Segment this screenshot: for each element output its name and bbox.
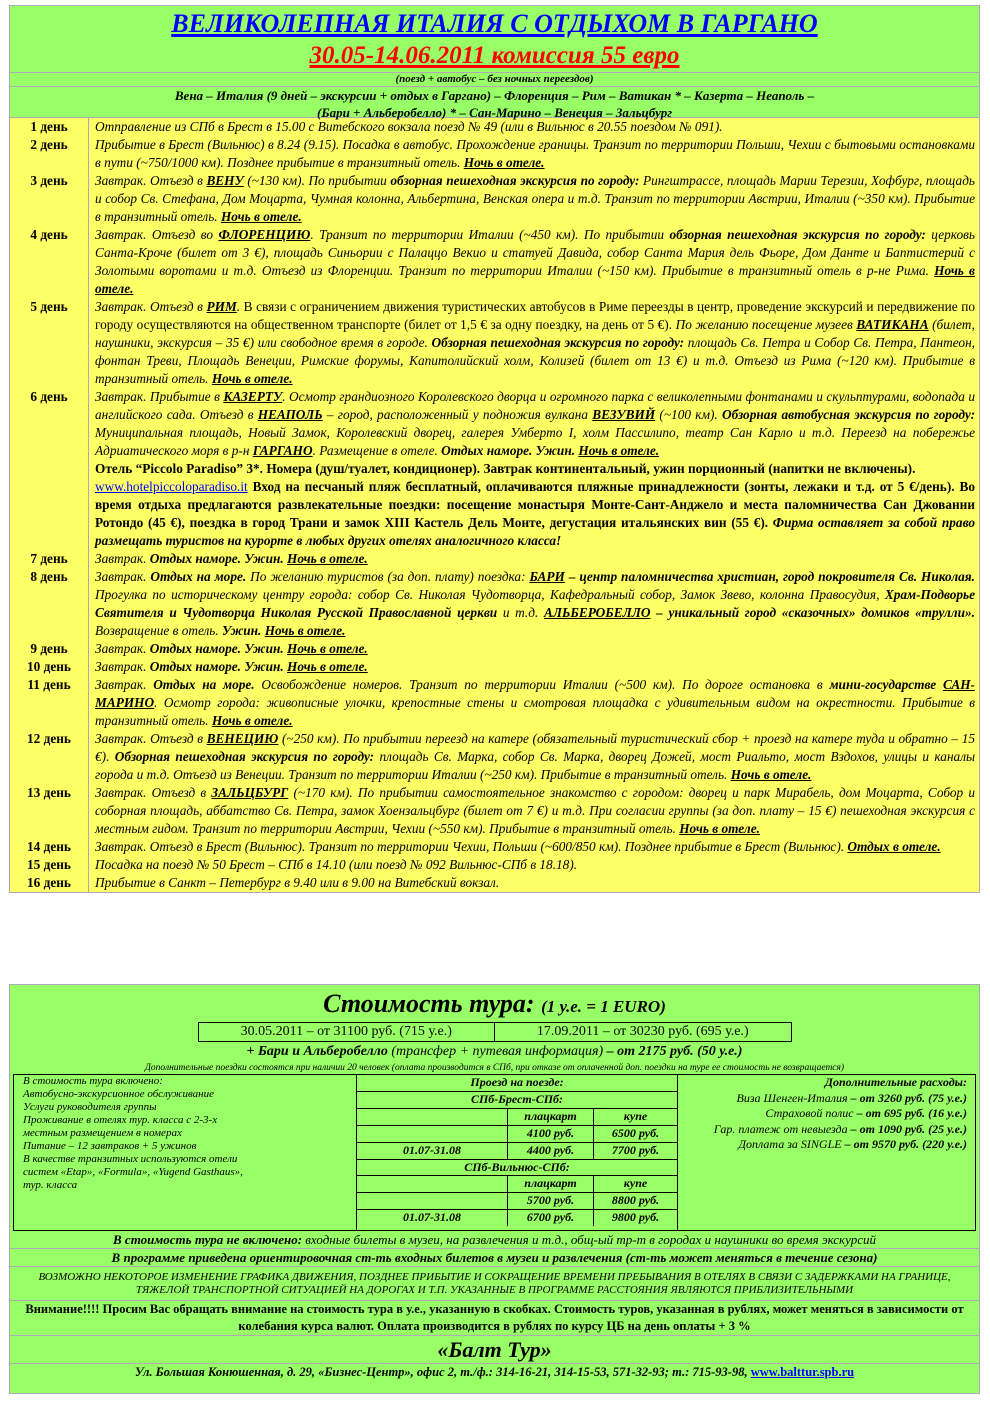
day-row (10, 298, 979, 388)
day-text: Завтрак. Отъезд в ЗАЛЬЦБУРГ (~170 км). По прибытии самостоятельное знакомство с городом: дворец и парк Мирабель, дом Моцарта, Собор и соборная площадь, аббатство Св. Петра, замок Хоензальцбург (билет от 7 €) и т.д. При согласии группы (за доп. плату – 15 €) пешеходная экскурсия с местным гидом. Транзит по территории Австрии, Чехии (~550 км). Прибытие в транзитный отель. Ночь в отеле. (95, 785, 975, 836)
train-fares (357, 1075, 678, 1230)
day-text: Завтрак. Отъезд в РИМ. В связи с ограничением движения туристических автобусов в Риме переезды в центр, проведение экскурсий и передвижение по городу осуществляются на общественном транспорте (билет от 1,5 € за одну поездку, на день от 5 €). По желанию посещение музеев ВАТИКАНА (билет, наушники, экскурсия – 35 €) или свободное время в городе. Обзорная пешеходная экскурсия по городу: площадь Св. Петра и Собор Св. Петра, Пантеон, фонтан Треви, Площадь Венеции, Римские форумы, Капитолийский холм, Колизей (билет от 13 €) и т.д. Отъезд из Рима (~120 км). Прибытие в транзитный отель. Ночь в отеле. (95, 299, 976, 386)
day-row (10, 172, 979, 226)
day-row (10, 550, 979, 568)
price-details-grid (13, 1074, 976, 1231)
price-dates-box (198, 1022, 792, 1042)
extra-trips-note: Дополнительные поездки состоятся при наличии 20 человек (оплата производится в СПб, при отказе от оплаченной доп. поездки на туре ее стоимость не возвращается) (144, 1063, 845, 1073)
day-row (10, 676, 979, 730)
day-row (10, 226, 979, 298)
day-text: Посадка на поезд № 50 Брест – СПб в 14.10 (или поезд № 092 Вильнюс-СПб в 18.18). (95, 857, 578, 872)
day-text: Завтрак. Отъезд в Брест (Вильнюс). Транзит по территории Чехии, Польши (~600/850 км). Позднее прибытие в Брест (Вильнюс). Отдых в отеле. (95, 839, 941, 854)
transport-note: (поезд + автобус – без ночных переездов) (10, 72, 979, 86)
included-list: В стоимость тура включено: Автобусно-экскурсионное обслуживание Услуги руководителя группы Проживание в отелях тур. класса с 2-3-х местным размещением в номерах Питание – 12 завтраков + 5 ужинов В качестве транзитных используются отели систем «Etap», «Formula», «Yugend Gasthaus», тур. класса (14, 1075, 357, 1230)
hotel-info: Отель “Piccolo Paradiso” 3*. Номера (душ/туалет, кондиционер). Завтрак континентальный, ужин порционный (напитки не включены). (95, 461, 916, 476)
hotel-website-link[interactable]: www.hotelpiccoloparadiso.it (95, 479, 248, 494)
day-label: 6 день (10, 388, 89, 550)
day-text: Завтрак. Прибытие в КАЗЕРТУ. Осмотр грандиозного Королевского дворца и огромного парка с великолепными фонтанами и скульптурами, водопада и английского сада. Отъезд в НЕАПОЛЬ – город, расположенный у подножия вулкана ВЕЗУВИЙ (~100 км). Обзорная автобусная экскурсия по городу: Муниципальная площадь, Новый Замок, Королевский дворец, галерея Умберто I, холм Пассилипо, театр Сан Карло и т.д. Переезд на побережье Адриатического моря в р-н ГАРГАНО. Размещение в отеле. Отдых наморе. Ужин. Ночь в отеле. Отель “Piccolo Paradiso” 3*. Номера (душ/туалет, кондиционер). Завтрак континентальный, ужин порционный (напитки не включены). www.hotelpiccoloparadiso.it Вход на песчаный пляж бесплатный, оплачиваются пляжные принадлежности (зонты, лежаки и т.д. от 5 €/день). Во время отдыха предлагаются развлекательные поездки: посещение монастыря Монте-Сант-Анджело и места паломничества Сан Джованни Ротондо (45 €), поездка в город Трани и замок XIII Кастель Дель Монте, дегустация итальянских вин (55 €). Фирма оставляет за собой право размещать туристов на курорте в любых других отелях аналогичного класса! (95, 389, 976, 548)
day-label: 2 день (10, 136, 89, 172)
day-label: 12 день (10, 730, 89, 784)
day-row (10, 874, 979, 892)
price-title: Стоимость тура: (1 у.е. = 1 EURO) (323, 989, 666, 1018)
day-text: Завтрак. Отдых на море. Освобождение номеров. Транзит по территории Италии (~500 км). По дороге остановка в мини-государстве САН-МАРИНО. Осмотр города: живописные улочки, крепостные стены и смотровая площадка с удивительным видом на окрестности. Прибытие в транзитный отель. Ночь в отеле. (95, 677, 975, 728)
day-row (10, 784, 979, 838)
day-row (10, 856, 979, 874)
day-row (10, 658, 979, 676)
company-name: «Балт Тур» (10, 1335, 979, 1363)
day-label: 15 день (10, 856, 89, 874)
day-label: 10 день (10, 658, 89, 676)
day-text: Завтрак. Отдых наморе. Ужин. Ночь в отеле. (95, 551, 368, 566)
day-label: 5 день (10, 298, 89, 388)
price-date-2: 17.09.2011 – от 30230 руб. (695 у.е.) (536, 1024, 749, 1039)
day-label: 4 день (10, 226, 89, 298)
day-label: 9 день (10, 640, 89, 658)
day-row (10, 838, 979, 856)
additional-expenses: Дополнительные расходы: Виза Шенген-Италия – от 3260 руб. (75 у.е.) Страховой полис – от 695 руб. (16 у.е.) Гар. платеж от невыезда – от 1090 руб. (25 у.е.) Доплата за SINGLE – от 9570 руб. (220 у.е.) (713, 1075, 967, 1151)
day-text: Отправление из СПб в Брест в 15.00 с Витебского вокзала поезд № 49 (или в Вильнюс в 20.55 поездом № 091). (95, 119, 723, 134)
itinerary (9, 118, 980, 893)
day-label: 11 день (10, 676, 89, 730)
route-line-1: Вена – Италия (9 дней – экскурсии + отдых в Гаргано) – Флоренция – Рим – Ватикан * – Казерта – Неаполь – (174, 88, 815, 103)
not-included: В стоимость тура не включено: входные билеты в музеи, на развлечения и т.д., общ-ый тр-т в городах и наушники во время экскурсий (113, 1232, 876, 1247)
day-label: 14 день (10, 838, 89, 856)
day-row (10, 118, 979, 136)
train-fare-table: Проезд на поезде: СПб-Брест-СПб: плацкарт купе 4100 руб. 6500 руб. 01.07-31.08 4400 руб. 7700 руб. СПб-Вильнюс-СПб: плацкарт купе 5700 руб. 8800 руб. 01.07-31.08 6700 руб. 9800 руб. (357, 1075, 677, 1226)
itinerary-table (10, 118, 979, 892)
day-row (10, 640, 979, 658)
price-date-1: 30.05.2011 – от 31100 руб. (715 у.е.) (199, 1023, 496, 1041)
attention-note: Внимание!!!! Просим Вас обращать внимание на стоимость тура в у.е., указанную в скобках. Стоимость туров, указанная в рублях, может меняться в зависимости от колебания курса валют. Оплата производится в рублях по курсу ЦБ на день оплаты + 3 % (10, 1300, 979, 1335)
day-text: Прибытие в Санкт – Петербург в 9.40 или в 9.00 на Витебский вокзал. (95, 875, 500, 890)
page-title: ВЕЛИКОЛЕПНАЯ ИТАЛИЯ С ОТДЫХОМ В ГАРГАНО (171, 9, 818, 38)
company-website-link[interactable]: www.balttur.spb.ru (750, 1365, 855, 1379)
tour-dates-commission: 30.05-14.06.2011 комиссия 55 евро (309, 42, 680, 69)
day-text: Завтрак. Отдых наморе. Ужин. Ночь в отеле. (95, 659, 368, 674)
day-row (10, 388, 979, 550)
price-section (9, 984, 980, 1394)
day-text: Завтрак. Отъезд в ВЕНУ (~130 км). По прибытии обзорная пешеходная экскурсия по городу: Рингштрассе, площадь Марии Терезии, Хофбург, площадь и собор Св. Стефана, Дом Моцарта, Чумная колонна, Альбертина, Венская опера и т.д. Транзит по территории Австрии, Италии (~350 км). Прибытие в транзитный отель. Ночь в отеле. (95, 173, 975, 224)
day-label: 7 день (10, 550, 89, 568)
day-text: Завтрак. Отдых на море. По желанию туристов (за доп. плату) поездка: БАРИ – центр паломничества христиан, город покровителя Св. Николая. Прогулка по историческому центру города: собор Св. Николая Чудотворца, Кафедральный собор, Замок Звево, колонна Правосудия, Храм-Подворье Святителя и Чудотворца Николая Русской Православной церкви и т.д. АЛЬБЕРОБЕЛЛО – уникальный город «сказочных» домиков «трулли». Возвращение в отель. Ужин. Ночь в отеле. (95, 569, 976, 638)
day-text: Прибытие в Брест (Вильнюс) в 8.24 (9.15). Посадка в автобус. Прохождение границы. Транзит по территории Польши, Чехии с бытовыми остановками в пути (~750/1000 км). Позднее прибытие в транзитный отель. Ночь в отеле. (95, 137, 975, 170)
day-label: 8 день (10, 568, 89, 640)
day-row (10, 730, 979, 784)
day-label: 3 день (10, 172, 89, 226)
day-row (10, 568, 979, 640)
header-block (9, 5, 980, 118)
day-label: 13 день (10, 784, 89, 838)
bari-option: + Бари и Альберобелло (трансфер + путевая информация) – от 2175 руб. (50 у.е.) (246, 1044, 743, 1059)
day-label: 16 день (10, 874, 89, 892)
day-text: Завтрак. Отъезд во ФЛОРЕНЦИЮ. Транзит по территории Италии (~450 км). По прибытии обзорная пешеходная экскурсия по городу: церковь Санта-Кроче (билет от 3 €), площадь Синьории с Палаццо Векио и статуей Давида, собор Санта Мария дель Фьоре, Дом Данте и Баптистерий с Золотыми воротами и т.д. Отъезд из Флоренции. Транзит по территории Италии (~150 км). Прибытие в транзитный отель в р-не Рима. Ночь в отеле. (95, 227, 976, 296)
schedule-warning: ВОЗМОЖНО НЕКОТОРОЕ ИЗМЕНЕНИЕ ГРАФИКА ДВИЖЕНИЯ, ПОЗДНЕЕ ПРИБЫТИЕ И СОКРАЩЕНИЕ ВРЕМЕНИ ПРЕБЫВАНИЯ В ОТЕЛЯХ В СВЯЗИ С ЗАДЕРЖКАМИ НА ГРАНИЦЕ, ТЯЖЕЛОЙ ТРАНСПОРТНОЙ СИТУАЦИЕЙ НА ДОРОГАХ И Т.П. УКАЗАННЫЕ В ПРОГРАММЕ РАССТОЯНИЯ ЯВЛЯЮТСЯ ПРИБЛИЗИТЕЛЬНЫМИ (10, 1266, 979, 1300)
company-address: Ул. Большая Конюшенная, д. 29, «Бизнес-Центр», офис 2, т./ф.: 314-16-21, 314-15-53, 571-32-93; т.: 715-93-98, www.balttur.spb.ru (10, 1363, 979, 1381)
route-line-2: (Бари + Альберобелло) * – Сан-Марино – Венеция – Зальцбург (316, 105, 672, 120)
day-label: 1 день (10, 118, 89, 136)
day-text: Завтрак. Отъезд в ВЕНЕЦИЮ (~250 км). По прибытии переезд на катере (обязательный туристический сбор + проезд на катере туда и обратно – 15 €). Обзорная пешеходная экскурсия по городу: площадь Св. Марка, собор Св. Марка, дворец Дожей, мост Риальто, мост Вздохов, улицы и каналы города и т.д. Отъезд из Венеции. Транзит по территории Италии (~250 км). Прибытие в транзитный отель. Ночь в отеле. (95, 731, 975, 782)
exchange-rate: (1 у.е. = 1 EURO) (541, 997, 666, 1016)
day-row (10, 136, 979, 172)
day-text: Завтрак. Отдых наморе. Ужин. Ночь в отеле. (95, 641, 368, 656)
program-note: В программе приведена ориентировочная ст-ть входных билетов в музеи и развлечения (ст-ть может меняться в течение сезона) (10, 1248, 979, 1266)
route-summary (10, 86, 979, 122)
